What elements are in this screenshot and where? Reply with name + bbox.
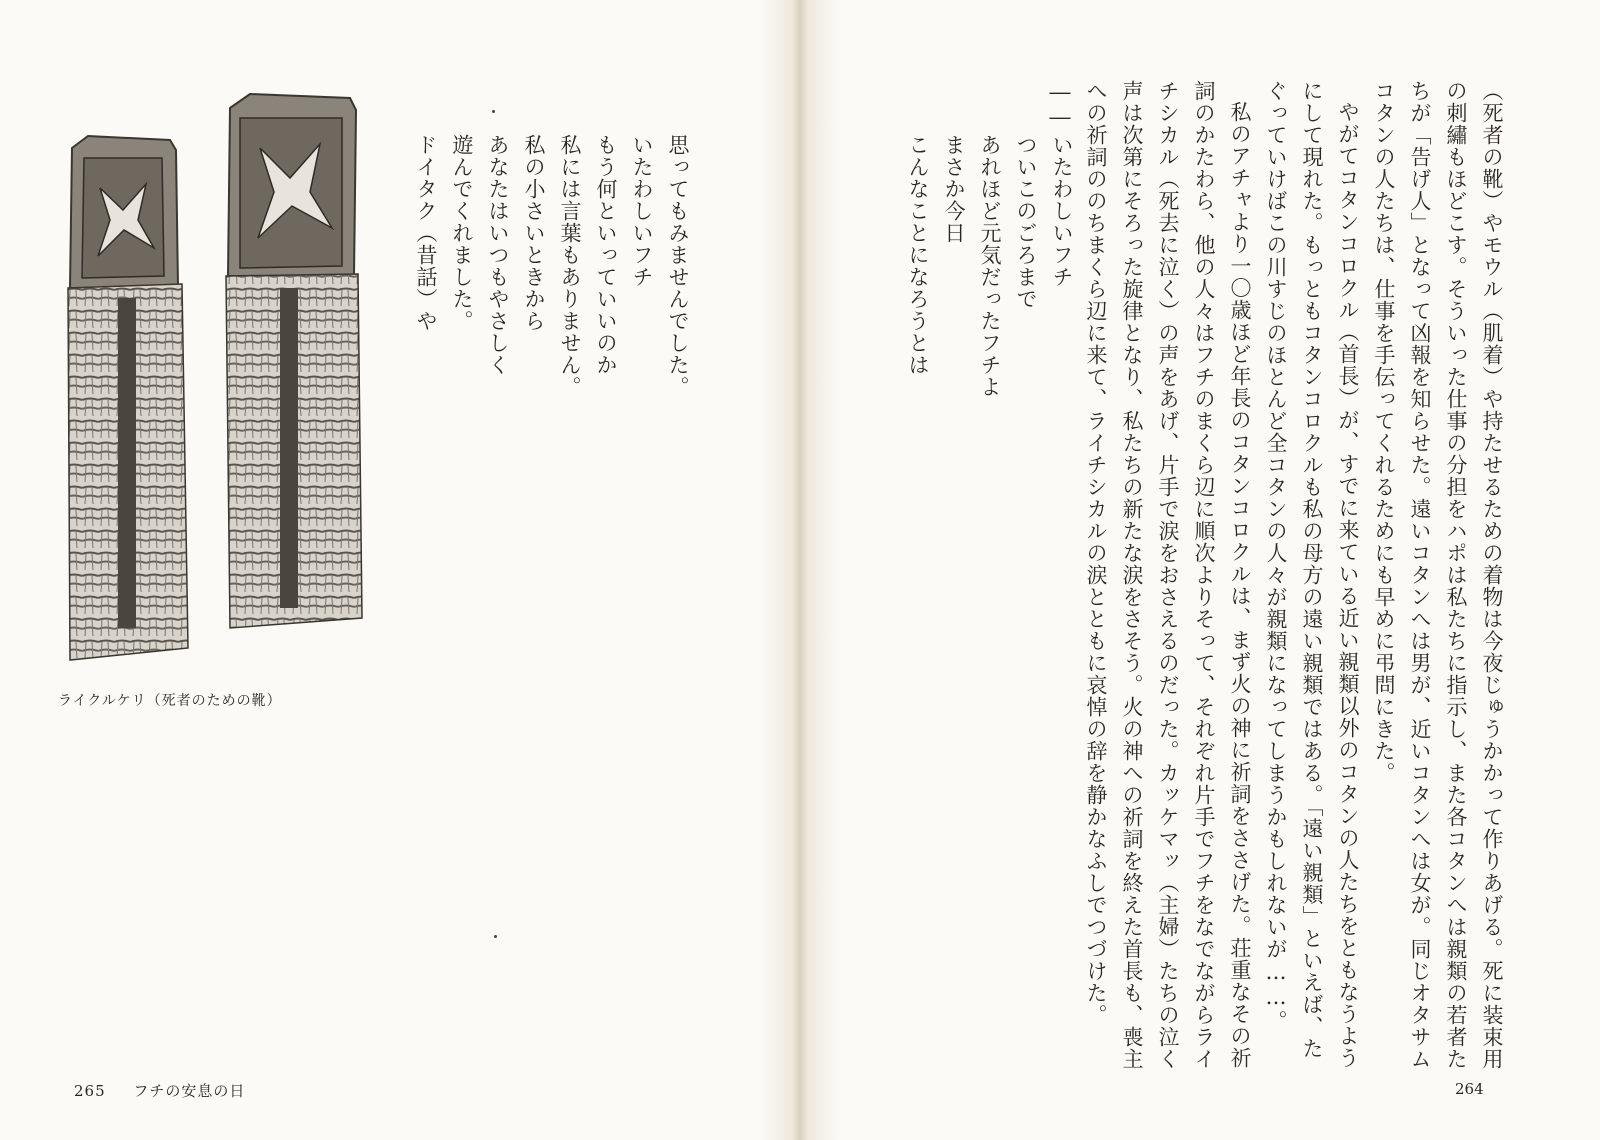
poem-line: 私には言葉もありません。 (558, 134, 582, 398)
right-page-prose (1042, 80, 1510, 1070)
right-boot (226, 94, 362, 628)
boots-illustration (50, 88, 370, 674)
poem-line: 遊んでくれました。 (450, 134, 474, 332)
paper-speck (494, 935, 497, 938)
prose-paragraph-2: やがてコタンコロクル（首長）が、すでに来ている近い親類以外のコタンの人たちをともなうようにして現れた。もっともコタンコロクルも私の母方の遠い親類ではある。「遠い親類」といえば、たぐっていけばこの川すじのほとんど全コタンの人々が親類になってしまうかもしれないが……。 (1264, 80, 1360, 1069)
poem-line: いたわしいフチ (1050, 134, 1074, 288)
prose-paragraph-1: （死者の靴）やモウル（肌着）や持たせるための着物は今夜じゅうかかって作りあげる。死に装束用の刺繡もほどこす。そういった仕事の分担をハポは私たちに指示し、また各コタンへは親類の若者たちが「告げ人」となって凶報を知らせた。遠いコタンへは男が、近いコタンへは女が。同じオタサム コタンの人たちは、仕事を手伝ってくれるためにも早めに弔問にきた。 (1372, 80, 1504, 1070)
poem-line: まさか今日 (942, 134, 966, 244)
page-number-left: 265 (74, 1082, 106, 1100)
book-gutter (760, 0, 840, 1140)
poem-line: こんなことになろうとは (906, 134, 930, 376)
prose-paragraph-3: 私のアチャより一〇歳ほど年長のコタンコロクルは、まず火の神に祈詞をささげた。荘重なその祈詞のかたわら、他の人々はフチのまくら辺に順次よりそって、それぞれ片手でフチをなでながらライチシカル（死去に泣く）の声をあげ、片手で涙をおさえるのだった。カッケマッ（主婦）たちの泣く声は次第にそろった旋律となり、私たちの新たな涙をさそう。火の神への祈詞を終えた首長も、喪主への祈詞ののちまくら辺に来て、ライチシカルの涙とともに哀悼の辞を静かなふしでつづけた。―― (1048, 80, 1252, 1070)
poem-line: あなたはいつもやさしく (486, 134, 510, 376)
left-boot (68, 136, 188, 660)
paper-speck (492, 110, 495, 113)
poem-line: 思ってもみませんでした。 (666, 134, 690, 398)
poem-line: あれほど元気だったフチよ (978, 134, 1002, 398)
running-head: フチの安息の日 (133, 1082, 246, 1100)
right-page-poem (900, 134, 1080, 398)
illustration-caption: ライクルケリ（死者のための靴） (58, 693, 282, 709)
page-number-right: 264 (1455, 1080, 1484, 1098)
poem-line: 私の小さいときから (522, 134, 546, 332)
poem-line: ついこのごろまで (1014, 134, 1038, 310)
left-folio (74, 1080, 245, 1101)
poem-line: いたわしいフチ (630, 134, 654, 288)
poem-line: もう何といっていいのか (594, 134, 618, 376)
left-page-poem (408, 134, 696, 398)
poem-line: ドイタク（昔話）や (414, 134, 438, 332)
